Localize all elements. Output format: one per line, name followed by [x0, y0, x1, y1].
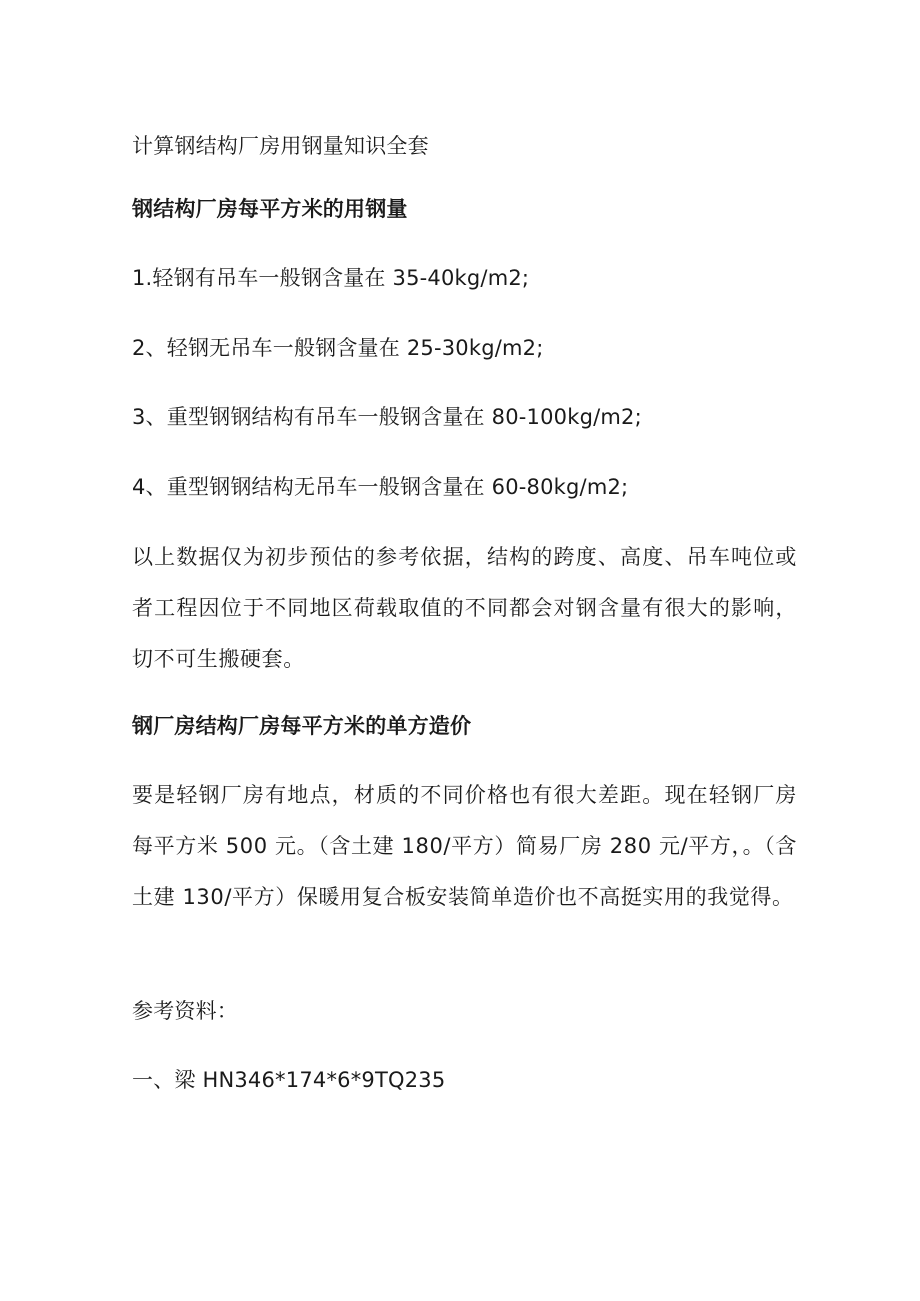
reference-item: 一、梁 HN346*174*6*9TQ235 — [132, 1068, 446, 1092]
cost-paragraph: 要是轻钢厂房有地点，材质的不同价格也有很大差距。现在轻钢厂房每平方米 500 元。（含土建 180/平方）简易厂房 280 元/平方，。（含土建 130/平方）保暖用复合板安装简单造价也不高挺实用的我觉得。 — [132, 783, 797, 909]
list-item: 4、重型钢钢结构无吊车一般钢含量在 60-80kg/m2; — [132, 475, 629, 499]
list-item: 3、重型钢钢结构有吊车一般钢含量在 80-100kg/m2; — [132, 405, 642, 429]
section-heading-unit-cost: 钢厂房结构厂房每平方米的单方造价 — [132, 714, 472, 738]
document-title: 计算钢结构厂房用钢量知识全套 — [132, 134, 429, 158]
list-item: 2、轻钢无吊车一般钢含量在 25-30kg/m2; — [132, 336, 544, 360]
references-label: 参考资料： — [132, 999, 238, 1023]
list-item: 1.轻钢有吊车一般钢含量在 35-40kg/m2; — [132, 266, 530, 290]
section-heading-steel-usage: 钢结构厂房每平方米的用钢量 — [132, 197, 408, 221]
section-note-paragraph: 以上数据仅为初步预估的参考依据，结构的跨度、高度、吊车吨位或者工程因位于不同地区荷载取值的不同都会对钢含量有很大的影响，切不可生搬硬套。 — [132, 545, 797, 671]
